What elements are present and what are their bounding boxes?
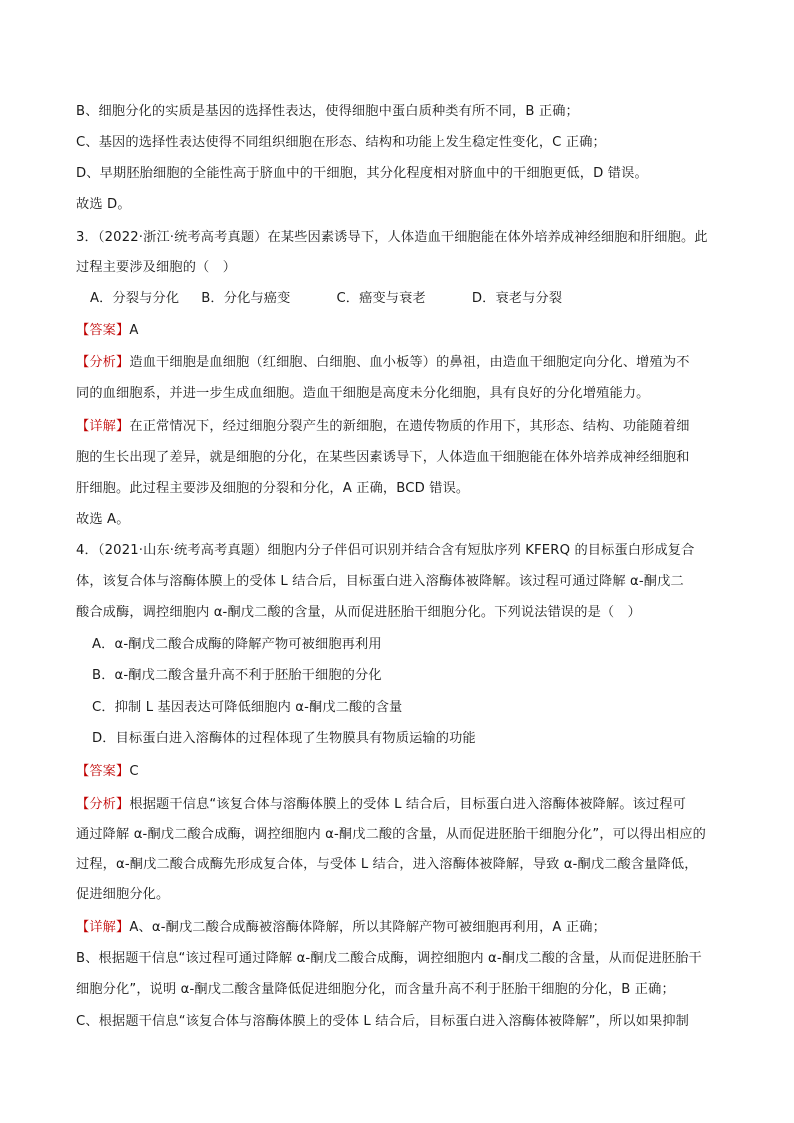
q4-analysis-text1: 根据题干信息“该复合体与溶酶体膜上的受体 L 结合后，目标蛋白进入溶酶体被降解。该过程可: [129, 797, 687, 812]
q4-option-b: B．α-酮戊二酸含量升高不利于胚胎干细胞的分化: [92, 668, 382, 683]
q3-conclusion: 故选 A。: [76, 512, 130, 527]
q3-answer: [76, 321, 736, 341]
q3-option-a: A．分裂与分化: [90, 291, 180, 306]
q4-analysis-line1: [76, 795, 736, 815]
q4-analysis-line2: 通过降解 α-酮戊二酸合成酶，调控细胞内 α-酮戊二酸的含量，从而促进胚胎干细胞分化”，可以得出相应的: [76, 827, 707, 842]
q4-detail-text-a: A、α-酮戊二酸合成酶被溶酶体降解，所以其降解产物可被细胞再利用，A 正确；: [129, 920, 606, 935]
q4-stem-line3: 酸合成酶，调控细胞内 α-酮戊二酸的含量，从而促进胚胎干细胞分化。下列说法错误的是（ ）: [76, 605, 641, 620]
q3-stem-line2: 过程主要涉及细胞的（ ）: [76, 260, 237, 275]
q4-stem-line1: 4．（2021·山东·统考高考真题）细胞内分子伴侣可识别并结合含有短肽序列 KFERQ 的目标蛋白形成复合: [76, 543, 695, 558]
q4-answer: [76, 762, 736, 782]
q3-analysis-line1: [76, 353, 736, 373]
q3-option-b: B．分化与癌变: [201, 291, 291, 306]
analysis-tag: 【分析】: [76, 355, 130, 370]
answer-tag: 【答案】: [76, 323, 130, 338]
q3-detail-line3: 肝细胞。此过程主要涉及细胞的分裂和分化，A 正确，BCD 错误。: [76, 481, 470, 496]
q4-option-c: C．抑制 L 基因表达可降低细胞内 α-酮戊二酸的含量: [92, 700, 403, 715]
q3-option-d: D．衰老与分裂: [471, 291, 563, 306]
answer-tag: 【答案】: [76, 764, 130, 779]
q4-analysis-line4: 促进细胞分化。: [76, 887, 170, 902]
q3-analysis-line2: 同的血细胞系，并进一步生成血细胞。造血干细胞是高度未分化细胞，具有良好的分化增殖能力。: [76, 386, 650, 401]
detail-tag: 【详解】: [76, 920, 130, 935]
q4-detail-line-b2: 细胞分化”，说明 α-酮戊二酸含量降低促进细胞分化，而含量升高不利于胚胎干细胞的分化，B 正确；: [76, 982, 675, 997]
q4-option-d: D．目标蛋白进入溶酶体的过程体现了生物膜具有物质运输的功能: [92, 731, 476, 746]
q3-detail-text1: 在正常情况下，经过细胞分裂产生的新细胞，在遗传物质的作用下，其形态、结构、功能随着细: [129, 419, 690, 434]
q3-answer-value: A: [129, 323, 139, 338]
q3-detail-line1: [76, 417, 736, 437]
q2-detail-b: B、细胞分化的实质是基因的选择性表达，使得细胞中蛋白质种类有所不同，B 正确；: [76, 104, 579, 119]
analysis-tag: 【分析】: [76, 797, 130, 812]
detail-tag: 【详解】: [76, 419, 130, 434]
q4-detail-line-b1: B、根据题干信息“该过程可通过降解 α-酮戊二酸合成酶，调控细胞内 α-酮戊二酸的含量，从而促进胚胎干: [76, 951, 702, 966]
q3-options: [90, 289, 750, 309]
q4-stem-line2: 体，该复合体与溶酶体膜上的受体 L 结合后，目标蛋白进入溶酶体被降解。该过程可通过降解 α-酮戊二: [76, 574, 684, 589]
q2-conclusion: 故选 D。: [76, 197, 131, 212]
q3-stem-line1: 3．（2022·浙江·统考高考真题）在某些因素诱导下，人体造血干细胞能在体外培养成神经细胞和肝细胞。此: [76, 230, 708, 245]
q4-detail-line-a: [76, 918, 736, 938]
q4-option-a: A．α-酮戊二酸合成酶的降解产物可被细胞再利用: [92, 637, 382, 652]
q2-detail-d: D、早期胚胎细胞的全能性高于脐血中的干细胞，其分化程度相对脐血中的干细胞更低，D 错误。: [76, 166, 648, 181]
q3-option-c: C．癌变与衰老: [336, 291, 426, 306]
q4-analysis-line3: 过程，α-酮戊二酸合成酶先形成复合体，与受体 L 结合，进入溶酶体被降解，导致 α-酮戊二酸含量降低，: [76, 857, 698, 872]
q2-detail-c: C、基因的选择性表达使得不同组织细胞在形态、结构和功能上发生稳定性变化，C 正确；: [76, 135, 606, 150]
q4-answer-value: C: [129, 764, 139, 779]
q4-detail-line-c1: C、根据题干信息“该复合体与溶酶体膜上的受体 L 结合后，目标蛋白进入溶酶体被降解”，所以如果抑制: [76, 1014, 690, 1029]
q3-detail-line2: 胞的生长出现了差异，就是细胞的分化，在某些因素诱导下，人体造血干细胞能在体外培养成神经细胞和: [76, 450, 690, 465]
q3-analysis-text1: 造血干细胞是血细胞（红细胞、白细胞、血小板等）的鼻祖，由造血干细胞定向分化、增殖为不: [129, 355, 690, 370]
